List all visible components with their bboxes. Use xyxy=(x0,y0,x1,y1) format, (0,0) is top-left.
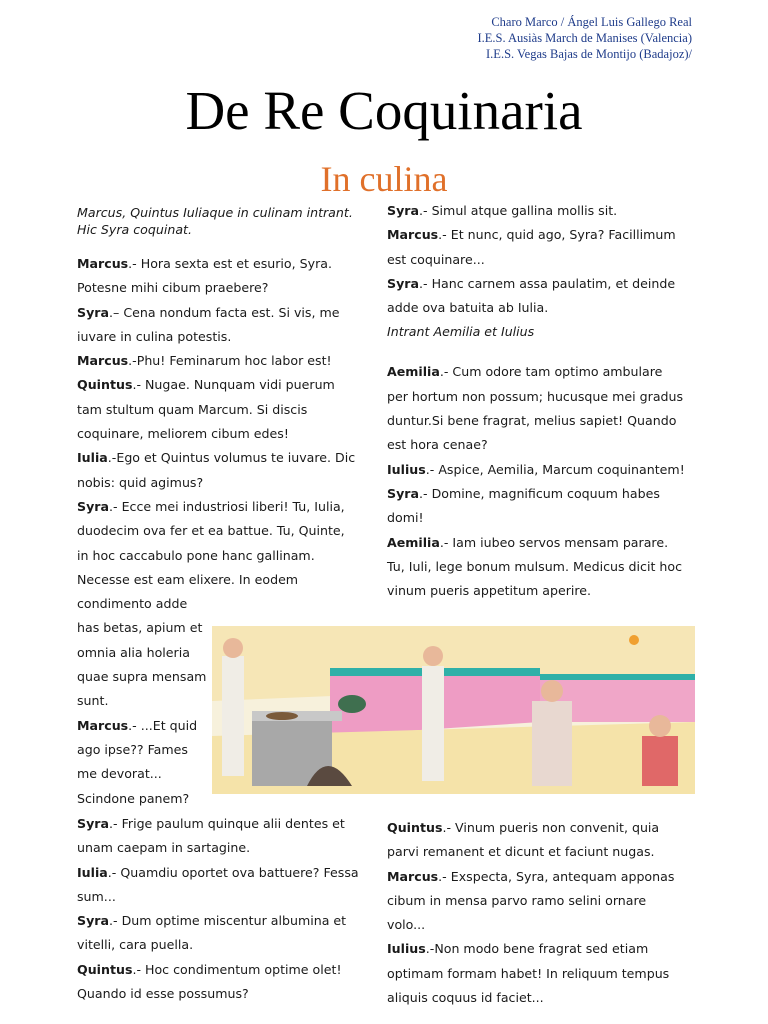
dialogue-text: Quamdiu oportet ova battuere? Fessa sum... xyxy=(77,864,359,904)
section-subtitle: In culina xyxy=(320,159,448,199)
dialogue-text: Hoc condimentum optime olet! Quando id esse possumus? xyxy=(77,961,342,1002)
speaker-name: Marcus xyxy=(77,353,129,369)
speaker-name: Iulia xyxy=(77,450,108,466)
speaker-name: Syra xyxy=(77,304,109,320)
dialogue-text: Ecce mei industriosi liberi! Tu, Iulia, duodecim ova fer et ea battue. Tu, Quinte, in hoc caccabulo pone hanc gallinam. Necesse est eam elixere. In eodem condimento adde xyxy=(77,498,345,612)
dialogue-line: Syra.- Hanc carnem assa paulatim, et deinde adde ova batuita ab Iulia. xyxy=(387,275,676,316)
dialogue-line: Quintus.- Hoc condimentum optime olet! Quando id esse possumus? xyxy=(77,961,342,1002)
dialogue-text: Cena nondum facta est. Si vis, me iuvare in culina potestis. xyxy=(77,304,340,344)
left-column-bottom xyxy=(77,812,360,1006)
dialogue-text: Domine, magnificum coquum habes domi! xyxy=(387,485,660,526)
speaker-name: Quintus xyxy=(387,820,443,835)
speaker-name: Marcus xyxy=(77,717,129,733)
dialogue-line: Iulia.-Ego et Quintus volumus te iuvare. Dic nobis: quid agimus? xyxy=(77,450,356,490)
dialogue-line: Marcus.- Hora sexta est et esurio, Syra. Potesne mihi cibum praebere? xyxy=(77,256,332,296)
dialogue-continuation: has betas, apium et omnia alia holeria quae supra mensam sunt. xyxy=(77,620,207,709)
kitchen-illustration xyxy=(212,626,695,794)
dialogue-text: Et nunc, quid ago, Syra? Facillimum est coquinare... xyxy=(387,227,676,267)
dialogue-line: Syra.- Domine, magnificum coquum habes domi! xyxy=(387,485,660,526)
speaker-name: Syra xyxy=(77,913,109,929)
dialogue-line: Syra.- Simul atque gallina mollis sit. xyxy=(387,203,618,218)
speaker-name: Quintus xyxy=(77,377,133,393)
dialogue-line: Syra.- Dum optime miscentur albumina et vitelli, cara puella. xyxy=(77,913,347,953)
left-narrow-block xyxy=(77,616,207,810)
dialogue-line: Marcus.- Et nunc, quid ago, Syra? Facillimum est coquinare... xyxy=(387,227,676,267)
dialogue-line: Iulius.- Aspice, Aemilia, Marcum coquinantem! xyxy=(387,461,685,477)
dialogue-text: Frige paulum quinque alii dentes et unam caepam in sartagine. xyxy=(77,816,345,856)
dialogue-text: Dum optime miscentur albumina et vitelli, cara puella. xyxy=(77,913,347,953)
dialogue-line: Iulius.-Non modo bene fragrat sed etiam optimam formam habet! In reliquum tempus aliquis coquus id faciet... xyxy=(387,941,670,1006)
dialogue-text: Aspice, Aemilia, Marcum coquinantem! xyxy=(438,461,685,477)
dialogue-text: Non modo bene fragrat sed etiam optimam formam habet! In reliquum tempus aliquis coquus id faciet... xyxy=(387,941,670,1006)
dialogue-line: Syra.– Cena nondum facta est. Si vis, me iuvare in culina potestis. xyxy=(77,304,340,344)
dialogue-text: Iam iubeo servos mensam parare. Tu, Iuli, lege bonum mulsum. Medicus dicit hoc vinum pueris appetitum aperire. xyxy=(387,534,683,599)
speaker-name: Syra xyxy=(387,485,419,501)
stage-direction: Marcus, Quintus Iuliaque in culinam intrant. Hic Syra coquinat. xyxy=(77,205,353,237)
dialogue-line: Aemilia.- Iam iubeo servos mensam parare. Tu, Iuli, lege bonum mulsum. Medicus dicit hoc vinum pueris appetitum aperire. xyxy=(387,534,683,599)
speaker-name: Aemilia xyxy=(387,534,440,550)
speaker-name: Marcus xyxy=(387,868,439,884)
speaker-name: Quintus xyxy=(77,961,133,977)
credits-line-2: I.E.S. Ausiàs March de Manises (Valencia) xyxy=(477,31,692,45)
credits-line-1: Charo Marco / Ángel Luis Gallego Real xyxy=(491,15,692,29)
credits xyxy=(477,14,692,62)
dialogue-line: Syra.- Ecce mei industriosi liberi! Tu, Iulia, duodecim ova fer et ea battue. Tu, Quinte, in hoc caccabulo pone hanc gallinam. Necesse est eam elixere. In eodem condimento adde xyxy=(77,498,345,612)
speaker-name: Syra xyxy=(387,275,419,291)
dialogue-line: Quintus.- Nugae. Nunquam vidi puerum tam stultum quam Marcum. Si discis coquinare, meliorem cibum edes! xyxy=(77,377,335,442)
dialogue-text: Cum odore tam optimo ambulare per hortum non possum; hucusque mei gradus duntur.Si bene fragrat, melius sapiet! Quando est hora cenae? xyxy=(387,364,684,453)
dialogue-line: Quintus.- Vinum pueris non convenit, quia parvi remanent et dicunt et faciunt nugas. xyxy=(387,820,660,860)
dialogue-line: Syra.- Frige paulum quinque alii dentes et unam caepam in sartagine. xyxy=(77,816,345,856)
speaker-name: Iulius xyxy=(387,461,426,477)
dialogue-line: Marcus.- ...Et quid ago ipse?? Fames me devorat... Scindone panem? xyxy=(77,717,198,806)
dialogue-text: Phu! Feminarum hoc labor est! xyxy=(136,353,332,369)
dialogue-text: Nugae. Nunquam vidi puerum tam stultum quam Marcum. Si discis coquinare, meliorem cibum edes! xyxy=(77,377,335,442)
dialogue-text: Hanc carnem assa paulatim, et deinde adde ova batuita ab Iulia. xyxy=(387,275,676,316)
speaker-name: Syra xyxy=(387,203,419,218)
dialogue-line: Marcus.-Phu! Feminarum hoc labor est! xyxy=(77,353,332,369)
speaker-name: Syra xyxy=(77,498,109,514)
right-column xyxy=(387,199,685,603)
dialogue-text: Simul atque gallina mollis sit. xyxy=(431,203,618,218)
stage-direction-mid: Intrant Aemilia et Iulius xyxy=(387,324,535,340)
page-title: De Re Coquinaria xyxy=(185,80,583,141)
dialogue-line: Aemilia.- Cum odore tam optimo ambulare per hortum non possum; hucusque mei gradus duntur.Si bene fragrat, melius sapiet! Quando est hora cenae? xyxy=(387,364,684,453)
dialogue-line: Marcus.- Exspecta, Syra, antequam apponas cibum in mensa parvo ramo selini ornare volo... xyxy=(387,868,675,933)
dialogue-text: Exspecta, Syra, antequam apponas cibum in mensa parvo ramo selini ornare volo... xyxy=(387,868,675,933)
speaker-name: Syra xyxy=(77,816,109,831)
dialogue-line: Iulia.- Quamdiu oportet ova battuere? Fessa sum... xyxy=(77,864,359,904)
dialogue-text: Ego et Quintus volumus te iuvare. Dic nobis: quid agimus? xyxy=(77,450,356,490)
speaker-name: Aemilia xyxy=(387,364,440,380)
speaker-name: Iulius xyxy=(387,941,426,957)
speaker-name: Marcus xyxy=(387,227,439,243)
dialogue-text: Vinum pueris non convenit, quia parvi remanent et dicunt et faciunt nugas. xyxy=(387,820,660,860)
dialogue-text: Hora sexta est et esurio, Syra. Potesne mihi cibum praebere? xyxy=(77,256,332,296)
credits-line-3: I.E.S. Vegas Bajas de Montijo (Badajoz)/ xyxy=(486,47,692,61)
speaker-name: Marcus xyxy=(77,256,129,271)
right-column-bottom xyxy=(387,816,685,1010)
speaker-name: Iulia xyxy=(77,864,108,880)
